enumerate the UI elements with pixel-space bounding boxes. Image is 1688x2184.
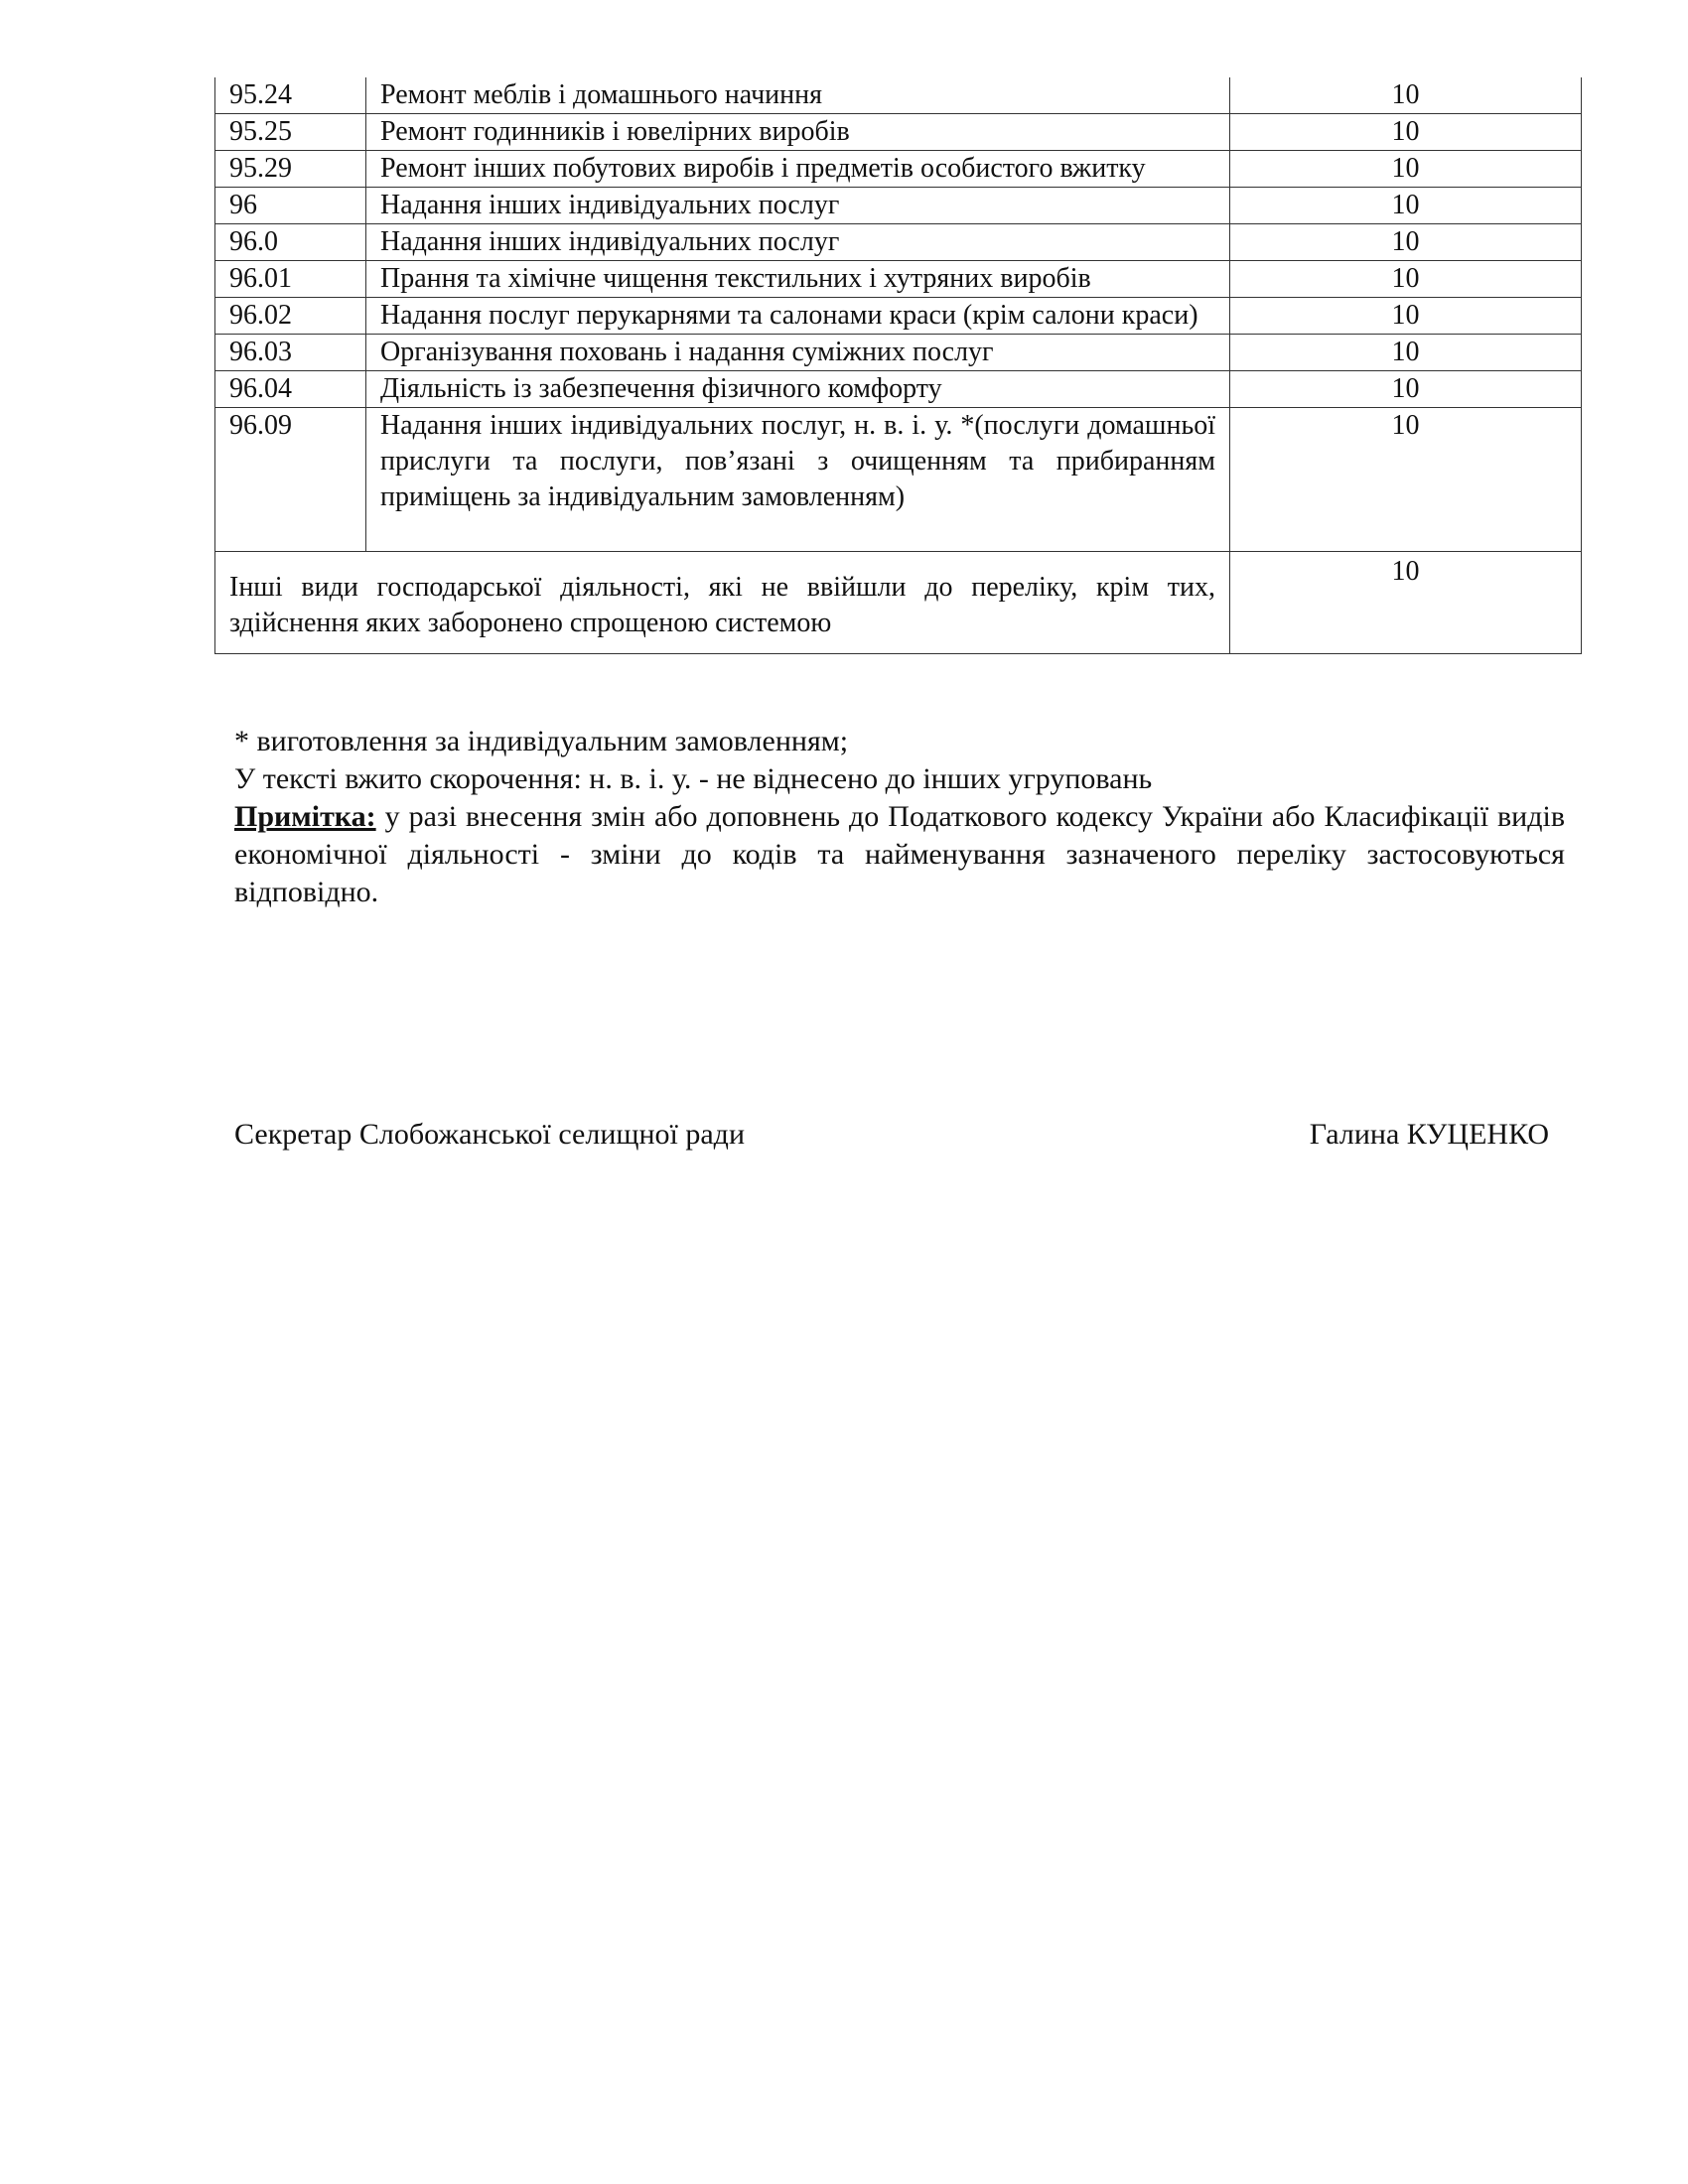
table-row [215, 151, 1582, 188]
activity-code: 96.09 [215, 408, 366, 552]
tax-rate: 10 [1230, 151, 1582, 188]
signatory-position: Секретар Слобожанської селищної ради [234, 1118, 745, 1151]
activity-name: Надання послуг перукарнями та салонами краси (крім салони краси) [366, 298, 1230, 335]
tax-rate: 10 [1230, 188, 1582, 224]
activity-name: Надання інших індивідуальних послуг, н. в. і. у. *(послуги домашньої прислуги та послуги, пов’язані з очищенням та прибиранням приміщень за індивідуальним замовленням) [366, 408, 1230, 552]
activity-codes-table [214, 77, 1582, 654]
activity-code: 96 [215, 188, 366, 224]
activity-name: Ремонт меблів і домашнього начиння [366, 77, 1230, 114]
activity-name: Діяльність із забезпечення фізичного комфорту [366, 371, 1230, 408]
table-row [215, 335, 1582, 371]
tax-rate: 10 [1230, 298, 1582, 335]
other-activities-row [215, 552, 1582, 654]
activity-code: 95.24 [215, 77, 366, 114]
other-activities-text: Інші види господарської діяльності, які не ввійшли до переліку, крім тих, здійснення яких заборонено спрощеною системою [215, 552, 1230, 654]
activity-name: Організування поховань і надання суміжних послуг [366, 335, 1230, 371]
table-row [215, 224, 1582, 261]
footnote: * виготовлення за індивідуальним замовленням; [234, 725, 849, 757]
tax-rate: 10 [1230, 77, 1582, 114]
activity-code: 96.04 [215, 371, 366, 408]
activity-name: Надання інших індивідуальних послуг [366, 224, 1230, 261]
notes-section [234, 723, 1565, 911]
activity-code: 96.0 [215, 224, 366, 261]
activity-name: Ремонт годинників і ювелірних виробів [366, 114, 1230, 151]
table-row [215, 77, 1582, 114]
remark-text: у разі внесення змін або доповнень до Податкового кодексу України або Класифікації видів економічної діяльності - зміни до кодів та найменування зазначеного переліку застосовуються відповідно. [234, 800, 1565, 908]
tax-rate: 10 [1230, 552, 1582, 654]
remark [234, 798, 1565, 911]
tax-rate: 10 [1230, 408, 1582, 552]
abbreviation-note: У тексті вжито скорочення: н. в. і. у. - не віднесено до інших угруповань [234, 762, 1153, 795]
signature-block [234, 1116, 1549, 1154]
table-row [215, 261, 1582, 298]
activity-code: 96.03 [215, 335, 366, 371]
signatory-name: Галина КУЦЕНКО [1309, 1118, 1549, 1151]
tax-rate: 10 [1230, 224, 1582, 261]
tax-rate: 10 [1230, 371, 1582, 408]
table-row [215, 371, 1582, 408]
activity-code: 96.01 [215, 261, 366, 298]
activity-code: 95.25 [215, 114, 366, 151]
tax-rate: 10 [1230, 335, 1582, 371]
tax-rate: 10 [1230, 261, 1582, 298]
activity-name: Надання інших індивідуальних послуг [366, 188, 1230, 224]
activity-name: Прання та хімічне чищення текстильних і хутряних виробів [366, 261, 1230, 298]
remark-label: Примітка: [234, 800, 376, 833]
table-row [215, 188, 1582, 224]
activity-code: 96.02 [215, 298, 366, 335]
activity-name: Ремонт інших побутових виробів і предметів особистого вжитку [366, 151, 1230, 188]
tax-rate: 10 [1230, 114, 1582, 151]
table-row [215, 298, 1582, 335]
table-row [215, 114, 1582, 151]
activity-code: 95.29 [215, 151, 366, 188]
table-row [215, 408, 1582, 552]
